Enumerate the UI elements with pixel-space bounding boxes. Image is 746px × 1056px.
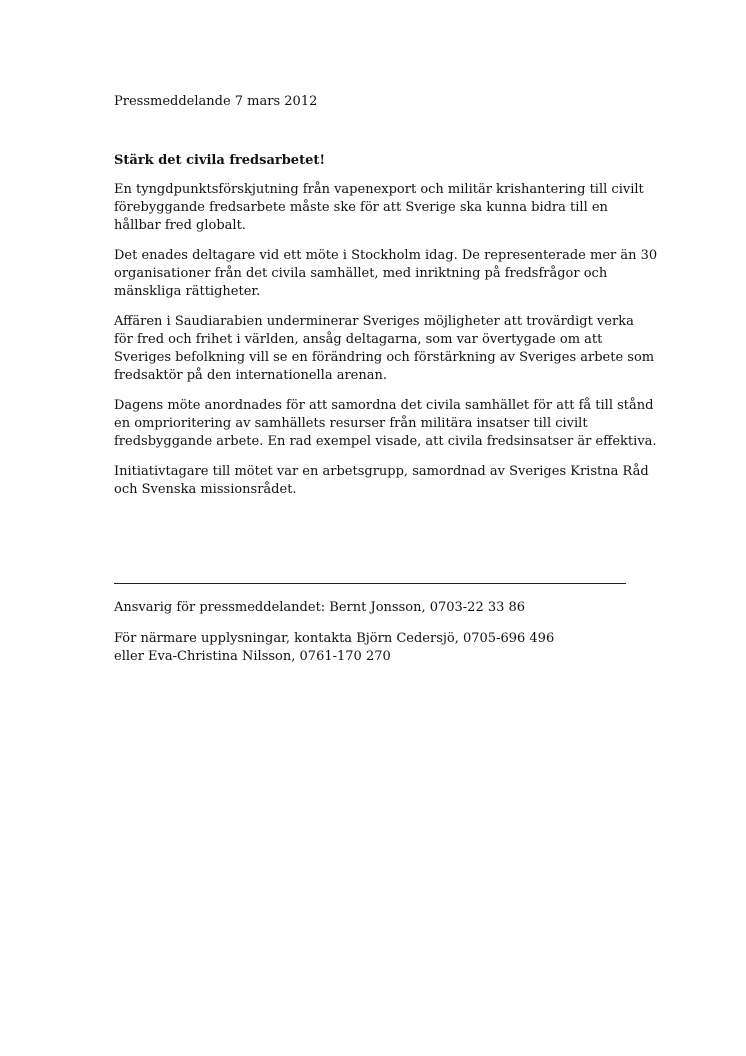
paragraph-line: för fred och frihet i världen, ansåg deltagarna, som var övertygade om att <box>114 332 603 347</box>
paragraph-line: Sveriges befolkning vill se en förändring och förstärkning av Sveriges arbete som <box>114 350 655 365</box>
paragraph-line: Initiativtagare till mötet var en arbetsgrupp, samordnad av Sveriges Kristna Råd <box>114 464 649 479</box>
paragraph-line: organisationer från det civila samhället, med inriktning på fredsfrågor och <box>114 266 608 281</box>
paragraph-line: Affären i Saudiarabien underminerar Sveriges möjligheter att trovärdigt verka <box>114 314 634 329</box>
paragraph-line: hållbar fred globalt. <box>114 218 246 233</box>
paragraph-2 <box>114 247 657 301</box>
paragraph-line: och Svenska missionsrådet. <box>114 482 297 497</box>
paragraph-3 <box>114 313 654 385</box>
paragraph-5 <box>114 463 649 499</box>
horizontal-divider <box>114 583 626 584</box>
paragraph-line: En tyngdpunktsförskjutning från vapenexport och militär krishantering till civilt <box>114 182 644 197</box>
press-release-headline <box>114 152 325 170</box>
contact-line: För närmare upplysningar, kontakta Björn Cedersjö, 0705-696 496 <box>114 631 555 646</box>
paragraph-line: förebyggande fredsarbete måste ske för att Sverige ska kunna bidra till en <box>114 200 608 215</box>
paragraph-line: fredsbyggande arbete. En rad exempel visade, att civila fredsinsatser är effektiva. <box>114 434 657 449</box>
paragraph-line: en omprioritering av samhällets resurser från militära insatser till civilt <box>114 416 588 431</box>
paragraph-line: Dagens möte anordnades för att samordna det civila samhället för att få till stånd <box>114 398 654 413</box>
paragraph-4 <box>114 397 657 451</box>
paragraph-line: fredsaktör på den internationella arenan. <box>114 368 388 383</box>
paragraph-line: Det enades deltagare vid ett möte i Stockholm idag. De representerade mer än 30 <box>114 248 658 263</box>
contact-line: eller Eva-Christina Nilsson, 0761-170 270 <box>114 649 391 664</box>
dateline-text: Pressmeddelande 7 mars 2012 <box>114 94 318 109</box>
contact-responsible <box>114 599 525 617</box>
paragraph-line: mänskliga rättigheter. <box>114 284 261 299</box>
contact-more-info <box>114 630 554 666</box>
paragraph-1 <box>114 181 644 235</box>
responsible-text: Ansvarig för pressmeddelandet: Bernt Jonsson, 0703-22 33 86 <box>114 600 526 615</box>
headline-text: Stärk det civila fredsarbetet! <box>114 153 326 168</box>
press-release-dateline <box>114 93 317 111</box>
